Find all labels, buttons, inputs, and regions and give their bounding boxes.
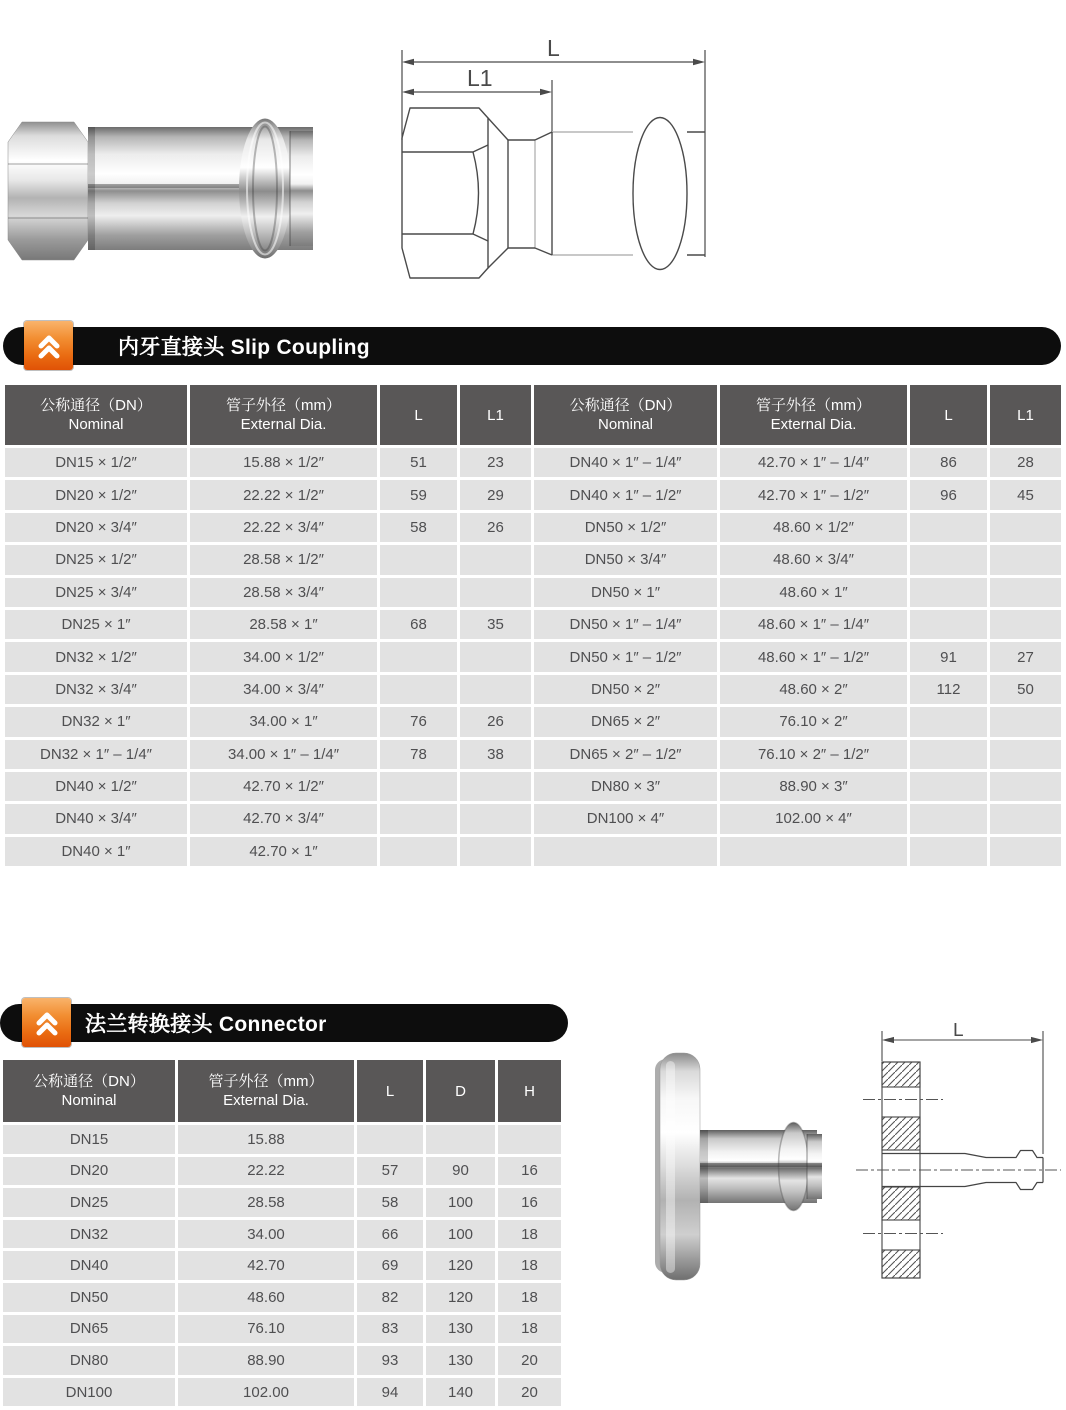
table-cell: 112 [910, 675, 987, 704]
table-cell: 90 [426, 1157, 495, 1186]
table-cell: 34.00 × 1/2″ [190, 642, 377, 671]
table-cell [460, 804, 531, 833]
table-cell: 22.22 [178, 1157, 354, 1186]
table-cell: 15.88 × 1/2″ [190, 448, 377, 477]
table-cell: 35 [460, 610, 531, 639]
table-cell: 28.58 × 3/4″ [190, 578, 377, 607]
table-cell: 20 [498, 1378, 561, 1407]
table-cell: 130 [426, 1346, 495, 1375]
slip-coupling-table [5, 385, 1061, 866]
table-cell [380, 837, 457, 866]
table-cell: DN25 × 1″ [5, 610, 187, 639]
table-cell [910, 772, 987, 801]
table-cell: 96 [910, 480, 987, 509]
table-cell: DN25 [3, 1188, 175, 1217]
table-cell [380, 772, 457, 801]
table-cell: 22.22 × 3/4″ [190, 513, 377, 542]
table-cell: 120 [426, 1283, 495, 1312]
table-cell [910, 513, 987, 542]
table-cell [380, 804, 457, 833]
table-cell: 42.70 × 3/4″ [190, 804, 377, 833]
table-cell: DN100 × 4″ [534, 804, 717, 833]
table-cell: 68 [380, 610, 457, 639]
table-cell: 76.10 [178, 1315, 354, 1344]
table-cell: 58 [380, 513, 457, 542]
table-cell [910, 837, 987, 866]
table-cell: DN32 × 1/2″ [5, 642, 187, 671]
table-cell: 26 [460, 513, 531, 542]
table-cell: 42.70 × 1″ [190, 837, 377, 866]
table-cell: 82 [357, 1283, 423, 1312]
table-cell [990, 707, 1061, 736]
table-cell: DN40 × 3/4″ [5, 804, 187, 833]
table-cell [498, 1125, 561, 1154]
column-header: 公称通径（DN） Nominal [3, 1060, 175, 1122]
table-cell: 20 [498, 1346, 561, 1375]
table-cell: DN50 × 1″ – 1/2″ [534, 642, 717, 671]
table-cell: 28 [990, 448, 1061, 477]
column-header: 管子外径（mm） External Dia. [720, 385, 907, 445]
table-cell: DN50 × 3/4″ [534, 545, 717, 574]
column-header: 管子外径（mm） External Dia. [190, 385, 377, 445]
table-cell: 120 [426, 1251, 495, 1280]
table-cell: 48.60 × 1″ – 1/2″ [720, 642, 907, 671]
table-cell [380, 675, 457, 704]
table-cell [720, 837, 907, 866]
table-cell: 88.90 [178, 1346, 354, 1375]
chevron-double-up-icon [22, 998, 71, 1047]
table-cell: 22.22 × 1/2″ [190, 480, 377, 509]
table-cell: 34.00 [178, 1220, 354, 1249]
table-cell [990, 578, 1061, 607]
table-cell [990, 513, 1061, 542]
table-cell [460, 545, 531, 574]
table-cell [460, 578, 531, 607]
table-cell [910, 578, 987, 607]
table-cell: DN20 × 1/2″ [5, 480, 187, 509]
column-header: 公称通径（DN） Nominal [534, 385, 717, 445]
table-cell: DN80 × 3″ [534, 772, 717, 801]
table-cell [910, 610, 987, 639]
table-cell: 42.70 × 1″ – 1/2″ [720, 480, 907, 509]
connector-table [3, 1060, 561, 1406]
slip-coupling-photo [5, 112, 317, 262]
table-cell: DN32 [3, 1220, 175, 1249]
table-cell: 26 [460, 707, 531, 736]
table-cell [990, 545, 1061, 574]
table-cell: DN32 × 1″ [5, 707, 187, 736]
table-cell [460, 837, 531, 866]
dim-label-l: L [953, 1023, 964, 1041]
table-cell: 78 [380, 740, 457, 769]
table-cell: 16 [498, 1188, 561, 1217]
table-cell: 51 [380, 448, 457, 477]
column-header: L1 [990, 385, 1061, 445]
table-cell: DN40 × 1″ – 1/4″ [534, 448, 717, 477]
table-cell: 66 [357, 1220, 423, 1249]
table-cell: 48.60 × 1″ [720, 578, 907, 607]
column-header: 公称通径（DN） Nominal [5, 385, 187, 445]
table-cell: 100 [426, 1220, 495, 1249]
table-cell: 48.60 [178, 1283, 354, 1312]
press-bead-outline [633, 118, 687, 270]
table-cell: DN25 × 3/4″ [5, 578, 187, 607]
table-cell: DN50 [3, 1283, 175, 1312]
table-cell: 42.70 [178, 1251, 354, 1280]
table-cell: DN25 × 1/2″ [5, 545, 187, 574]
table-cell: 76.10 × 2″ [720, 707, 907, 736]
table-cell: 29 [460, 480, 531, 509]
table-cell: DN50 × 1″ [534, 578, 717, 607]
table-cell: DN65 [3, 1315, 175, 1344]
table-cell: 93 [357, 1346, 423, 1375]
table-cell: DN20 [3, 1157, 175, 1186]
table-cell: DN65 × 2″ – 1/2″ [534, 740, 717, 769]
table-cell: 34.00 × 1″ – 1/4″ [190, 740, 377, 769]
table-cell [990, 740, 1061, 769]
table-cell: 58 [357, 1188, 423, 1217]
table-cell: DN50 × 2″ [534, 675, 717, 704]
table-cell: 34.00 × 3/4″ [190, 675, 377, 704]
table-cell: 27 [990, 642, 1061, 671]
table-cell: 18 [498, 1283, 561, 1312]
table-cell: 23 [460, 448, 531, 477]
connector-photo [645, 1045, 835, 1290]
table-cell: 42.70 × 1/2″ [190, 772, 377, 801]
table-cell: 28.58 [178, 1188, 354, 1217]
table-cell [460, 642, 531, 671]
table-cell: 57 [357, 1157, 423, 1186]
column-header: H [498, 1060, 561, 1122]
table-cell: DN65 × 2″ [534, 707, 717, 736]
table-cell: 102.00 [178, 1378, 354, 1407]
column-header: L [910, 385, 987, 445]
table-cell [380, 545, 457, 574]
table-cell [380, 642, 457, 671]
table-cell: DN80 [3, 1346, 175, 1375]
column-header: L [357, 1060, 423, 1122]
table-cell [380, 578, 457, 607]
table-cell: 102.00 × 4″ [720, 804, 907, 833]
dim-label-l1: L1 [467, 65, 493, 91]
table-cell: 48.60 × 3/4″ [720, 545, 907, 574]
table-cell: 88.90 × 3″ [720, 772, 907, 801]
hex-nut [8, 122, 88, 260]
table-cell: 18 [498, 1251, 561, 1280]
table-cell: 18 [498, 1315, 561, 1344]
table-cell: 48.60 × 2″ [720, 675, 907, 704]
table-cell: 18 [498, 1220, 561, 1249]
table-cell [990, 772, 1061, 801]
table-cell: 83 [357, 1315, 423, 1344]
table-cell [910, 804, 987, 833]
table-cell [426, 1125, 495, 1154]
table-cell: 94 [357, 1378, 423, 1407]
table-cell: 28.58 × 1″ [190, 610, 377, 639]
table-cell: 48.60 × 1″ – 1/4″ [720, 610, 907, 639]
table-cell: 28.58 × 1/2″ [190, 545, 377, 574]
table-cell: DN50 × 1″ – 1/4″ [534, 610, 717, 639]
table-cell [460, 772, 531, 801]
table-cell [990, 610, 1061, 639]
table-cell: DN40 × 1″ [5, 837, 187, 866]
table-cell [990, 837, 1061, 866]
table-cell: 59 [380, 480, 457, 509]
connector-drawing [853, 1023, 1065, 1303]
table-cell: 34.00 × 1″ [190, 707, 377, 736]
table-cell: 130 [426, 1315, 495, 1344]
table-cell [910, 740, 987, 769]
slip-coupling-drawing [383, 36, 718, 288]
table-cell: DN32 × 3/4″ [5, 675, 187, 704]
section-title: 内牙直接头 Slip Coupling [118, 336, 370, 359]
table-cell: DN15 × 1/2″ [5, 448, 187, 477]
table-cell: 91 [910, 642, 987, 671]
table-cell: DN50 × 1/2″ [534, 513, 717, 542]
table-cell: 42.70 × 1″ – 1/4″ [720, 448, 907, 477]
table-cell: 69 [357, 1251, 423, 1280]
column-header: D [426, 1060, 495, 1122]
table-cell: 86 [910, 448, 987, 477]
table-cell: DN40 × 1/2″ [5, 772, 187, 801]
table-cell [910, 545, 987, 574]
table-cell: 48.60 × 1/2″ [720, 513, 907, 542]
section-banner-slip-coupling [3, 327, 1061, 365]
table-cell: DN100 [3, 1378, 175, 1407]
table-cell [534, 837, 717, 866]
table-cell: DN15 [3, 1125, 175, 1154]
table-cell: 140 [426, 1378, 495, 1407]
column-header: L1 [460, 385, 531, 445]
table-cell: DN32 × 1″ – 1/4″ [5, 740, 187, 769]
dim-label-l: L [547, 36, 560, 61]
table-cell: 76.10 × 2″ – 1/2″ [720, 740, 907, 769]
table-cell: DN40 [3, 1251, 175, 1280]
table-cell: 16 [498, 1157, 561, 1186]
table-cell [357, 1125, 423, 1154]
table-cell [990, 804, 1061, 833]
table-cell: 50 [990, 675, 1061, 704]
table-cell: 15.88 [178, 1125, 354, 1154]
column-header: L [380, 385, 457, 445]
table-cell: DN20 × 3/4″ [5, 513, 187, 542]
table-cell: 45 [990, 480, 1061, 509]
column-header: 管子外径（mm） External Dia. [178, 1060, 354, 1122]
table-cell: 76 [380, 707, 457, 736]
table-cell: DN40 × 1″ – 1/2″ [534, 480, 717, 509]
table-cell: 100 [426, 1188, 495, 1217]
chevron-double-up-icon [24, 321, 73, 370]
section-banner-connector [0, 1004, 568, 1042]
table-cell [460, 675, 531, 704]
table-cell [910, 707, 987, 736]
section-title: 法兰转换接头 Connector [85, 1013, 327, 1036]
table-cell: 38 [460, 740, 531, 769]
